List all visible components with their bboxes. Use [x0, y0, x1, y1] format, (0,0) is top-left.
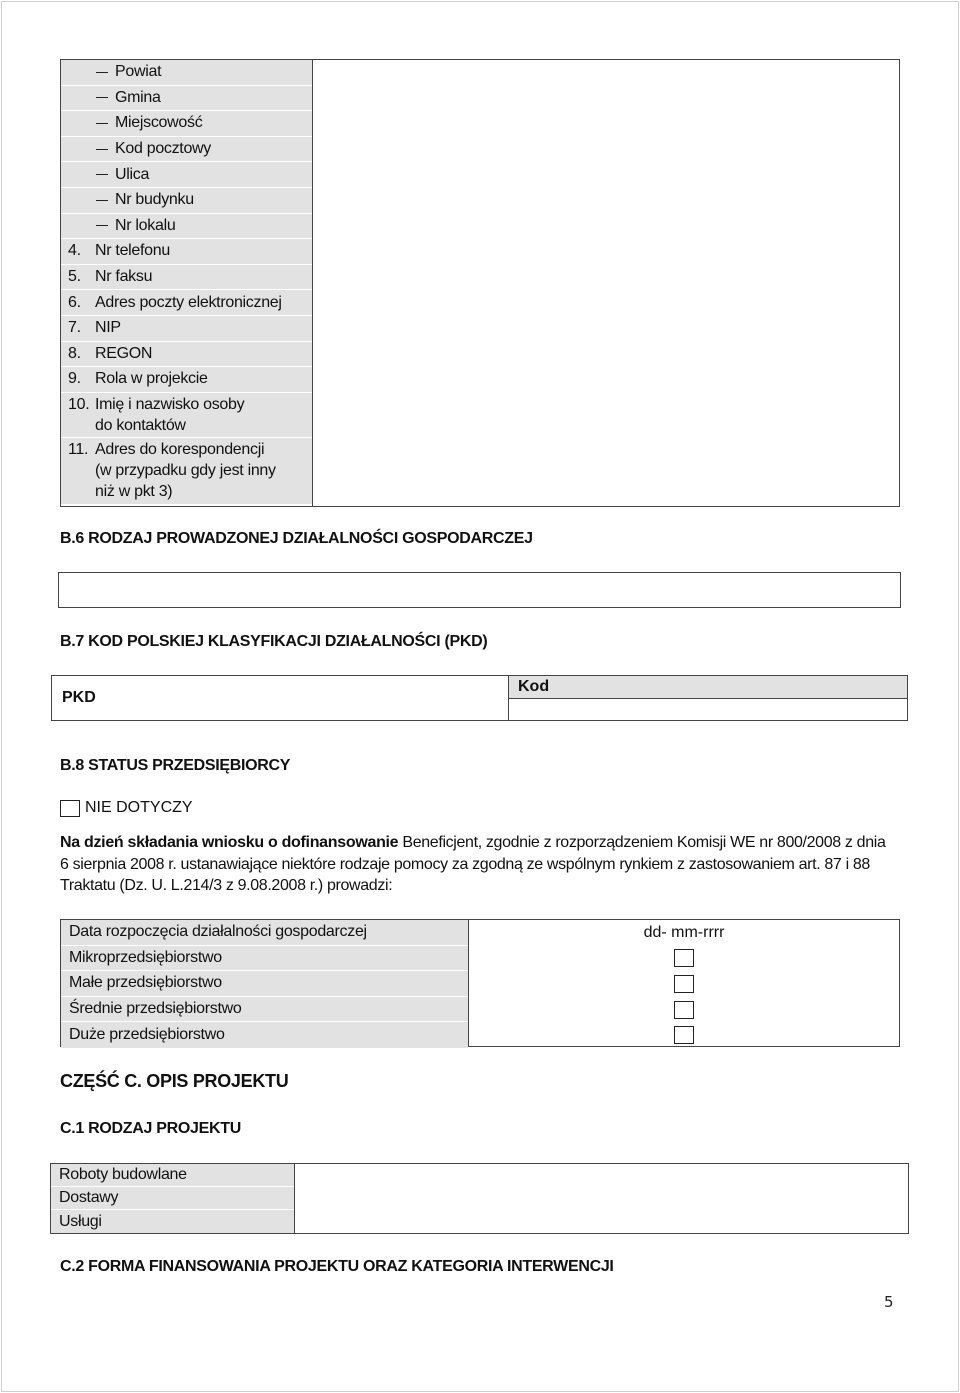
item-number: 10.	[68, 395, 90, 413]
label-line: (w przypadku gdy jest inny	[95, 461, 276, 479]
label-line: Adres do korespondencji	[95, 440, 265, 458]
address-row-regon	[61, 342, 312, 368]
label: REGON	[95, 344, 153, 362]
micro-checkbox[interactable]	[674, 949, 694, 967]
not-applicable-option[interactable]	[60, 799, 193, 817]
dash-icon	[96, 123, 108, 124]
status-paragraph	[60, 832, 890, 897]
section-b6-heading: B.6 RODZAJ PROWADZONEJ DZIAŁALNOŚCI GOSPODARCZEJ	[60, 530, 533, 547]
pkd-table	[51, 675, 908, 721]
pkd-label: PKD	[52, 676, 509, 720]
large-checkbox[interactable]	[674, 1026, 694, 1044]
small-checkbox[interactable]	[674, 975, 694, 993]
dash-icon	[96, 174, 108, 175]
address-row-korespondencja	[61, 438, 312, 504]
pkd-code-column	[509, 676, 907, 720]
item-number: 9.	[68, 370, 81, 388]
address-row-nip	[61, 316, 312, 342]
micro-checkbox-cell	[469, 946, 899, 972]
start-date-field[interactable]: dd- mm-rrrr	[643, 923, 725, 941]
paragraph-text: Beneficjent, zgodnie z rozporządzeniem Komisji WE nr 800/2008 z dnia 6 sierpnia 2008 r. ustanawiające niektóre rodzaje pomocy za zgodną ze wspólnym rynkiem z zastosowaniem art. 87 i 88 Traktatu (Dz. U. L.214/3 z 9.08.2008 r.) prowadzi:	[60, 834, 886, 894]
section-c1-heading: C.1 RODZAJ PROJEKTU	[60, 1120, 241, 1137]
part-c-heading: CZĘŚĆ C. OPIS PROJEKTU	[60, 1071, 289, 1091]
address-row-powiat	[61, 60, 312, 86]
address-values-field[interactable]	[313, 60, 899, 506]
dash-icon	[96, 200, 108, 201]
section-b8-heading: B.8 STATUS PRZEDSIĘBIORCY	[60, 757, 291, 774]
label: Rola w projekcie	[95, 370, 208, 388]
project-type-supplies: Dostawy	[51, 1187, 294, 1210]
label: Miejscowość	[115, 114, 203, 132]
address-table	[60, 59, 900, 507]
project-type-services: Usługi	[51, 1210, 294, 1233]
status-row-start-date: Data rozpoczęcia działalności gospodarczej	[61, 920, 468, 946]
enterprise-status-table	[60, 919, 900, 1047]
pkd-code-field[interactable]	[509, 699, 907, 720]
status-row-micro: Mikroprzedsiębiorstwo	[61, 946, 468, 972]
activity-type-field[interactable]	[58, 572, 901, 608]
label: Kod pocztowy	[115, 140, 212, 158]
not-applicable-label: NIE DOTYCZY	[85, 799, 193, 816]
address-row-nr-lokalu	[61, 214, 312, 240]
page-number: 5	[884, 1293, 894, 1311]
label: Gmina	[115, 88, 161, 106]
medium-checkbox[interactable]	[674, 1001, 694, 1019]
address-row-faks	[61, 265, 312, 291]
address-row-ulica	[61, 162, 312, 188]
medium-checkbox-cell	[469, 997, 899, 1023]
item-number: 6.	[68, 293, 81, 311]
small-checkbox-cell	[469, 971, 899, 997]
label: Nr telefonu	[95, 242, 170, 260]
address-row-osoba-kontakt	[61, 393, 312, 438]
item-number: 7.	[68, 319, 81, 337]
item-number: 4.	[68, 242, 81, 260]
section-b7-heading: B.7 KOD POLSKIEJ KLASYFIKACJI DZIAŁALNOŚCI (PKD)	[60, 633, 488, 650]
label-line: do kontaktów	[95, 416, 186, 434]
label: Powiat	[115, 63, 162, 81]
project-type-construction: Roboty budowlane	[51, 1164, 294, 1187]
paragraph-bold-lead: Na dzień składania wniosku o dofinansowanie	[60, 834, 399, 851]
section-c2-heading: C.2 FORMA FINANSOWANIA PROJEKTU ORAZ KATEGORIA INTERWENCJI	[60, 1258, 614, 1275]
address-row-gmina	[61, 86, 312, 112]
status-labels-column	[61, 920, 469, 1046]
label: Nr budynku	[115, 191, 194, 209]
status-row-large: Duże przedsiębiorstwo	[61, 1022, 468, 1048]
status-row-medium: Średnie przedsiębiorstwo	[61, 997, 468, 1023]
address-row-email	[61, 290, 312, 316]
item-number: 8.	[68, 344, 81, 362]
item-number: 11.	[68, 440, 89, 458]
dash-icon	[96, 149, 108, 150]
status-row-small: Małe przedsiębiorstwo	[61, 971, 468, 997]
label: NIP	[95, 319, 121, 337]
project-type-table	[50, 1163, 909, 1234]
label-line: Imię i nazwisko osoby	[95, 395, 245, 413]
dash-icon	[96, 72, 108, 73]
project-type-values-field[interactable]	[295, 1164, 908, 1233]
large-checkbox-cell	[469, 1022, 899, 1048]
address-labels-column	[61, 60, 313, 506]
label: Ulica	[115, 165, 150, 183]
address-row-kod-pocztowy	[61, 137, 312, 163]
dash-icon	[96, 225, 108, 226]
dash-icon	[96, 97, 108, 98]
label: Nr lokalu	[115, 216, 176, 234]
status-values-column	[469, 920, 899, 1046]
item-number: 5.	[68, 268, 81, 286]
project-type-labels	[51, 1164, 295, 1233]
label-line: niż w pkt 3)	[95, 482, 173, 500]
address-row-rola	[61, 367, 312, 393]
address-row-nr-budynku	[61, 188, 312, 214]
address-row-miejscowosc	[61, 111, 312, 137]
address-row-telefon	[61, 239, 312, 265]
label: Adres poczty elektronicznej	[95, 293, 282, 311]
checkbox-icon[interactable]	[60, 800, 80, 817]
pkd-code-label: Kod	[509, 676, 907, 699]
label: Nr faksu	[95, 268, 153, 286]
